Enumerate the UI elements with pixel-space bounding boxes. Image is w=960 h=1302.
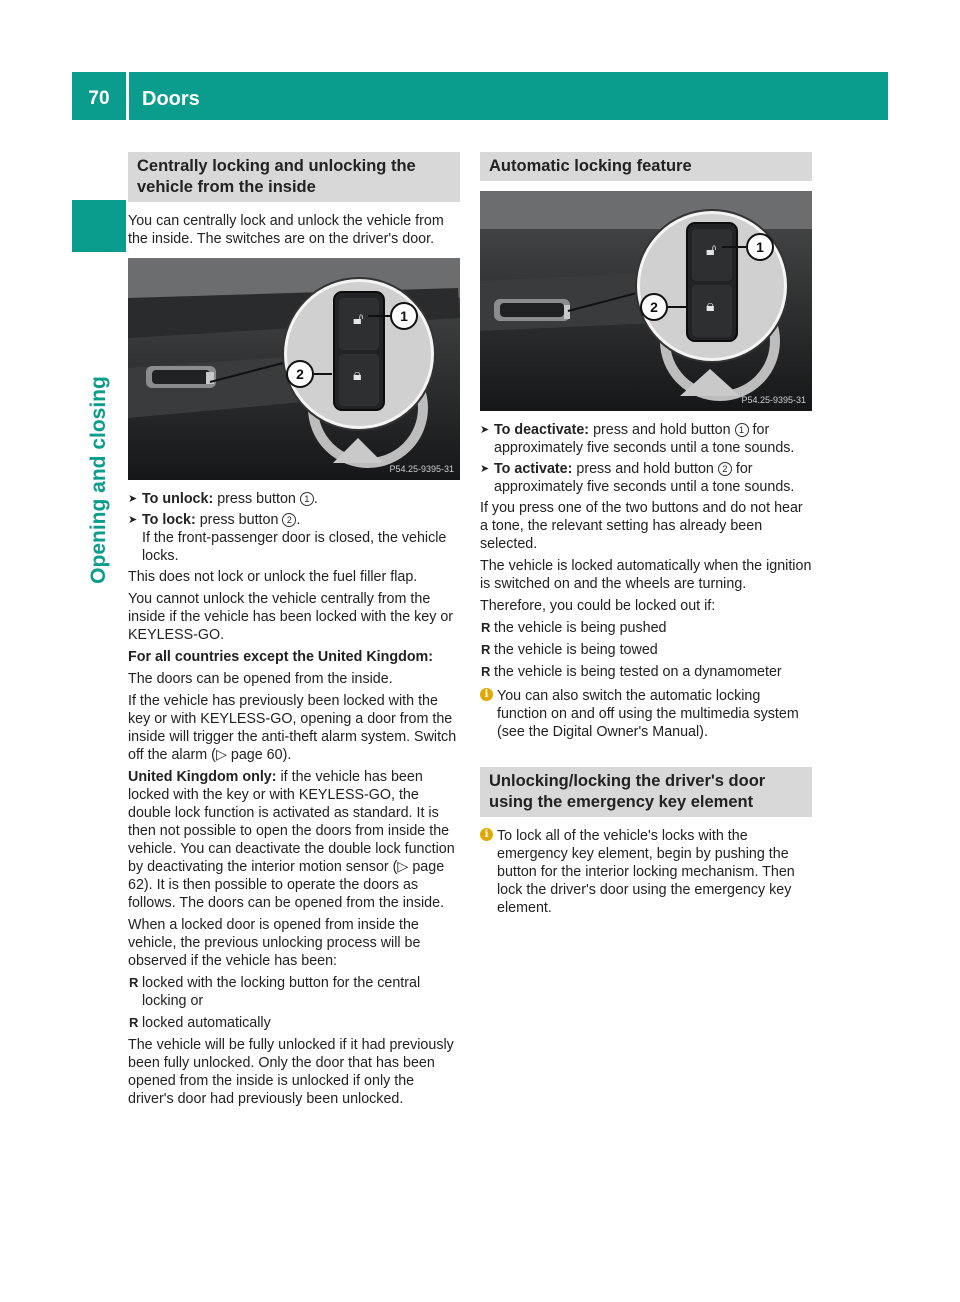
step-lock-label: To lock: (142, 512, 196, 528)
right-column (480, 152, 812, 921)
cannot-unlock-note: You cannot unlock the vehicle centrally from the inside if the vehicle has been locked with the key or KEYLESS-GO. (128, 591, 454, 643)
step-arrow-icon: ➤ (128, 493, 138, 505)
fully-unlocked-note: The vehicle will be fully unlocked if it had previously been fully unlocked. Only the door that has been opened from the inside is unlocked if only the driver's door had previously been unlocked. (128, 1037, 454, 1107)
svg-text:🔓︎: 🔓︎ (706, 240, 717, 259)
info-icon: i (480, 688, 493, 701)
button-number-icon: 2 (282, 513, 296, 527)
locked-door-note: When a locked door is opened from inside the vehicle, the previous unlocking process will be observed if the vehicle has been: (128, 917, 421, 969)
figure-code: P54.25-9395-31 (741, 395, 806, 405)
doors-opened-note: The doors can be opened from the inside. (128, 671, 393, 687)
step-deactivate (480, 421, 812, 457)
uk-note (128, 768, 460, 912)
callout-1-label: 1 (756, 239, 764, 255)
step-unlock-label: To unlock: (142, 491, 214, 507)
step-arrow-icon: ➤ (480, 424, 490, 436)
left-column (128, 152, 460, 1112)
fuel-flap-note: This does not lock or unlock the fuel filler flap. (128, 569, 418, 585)
section-heading-central-locking: Centrally locking and unlocking the vehicle from the inside (128, 152, 460, 202)
chapter-title: Doors (142, 88, 200, 110)
uk-label: United Kingdom only: (128, 769, 277, 785)
callout-2-label: 2 (296, 366, 304, 382)
bullet-icon: R (481, 620, 491, 635)
step-unlock: ➤ To unlock: press button 1 . (128, 491, 318, 507)
auto-lock-note: The vehicle is locked automatically when the ignition is switched on and the wheels are turning. (480, 558, 812, 592)
header-divider (126, 72, 129, 120)
info-icon: i (480, 828, 493, 841)
info-note: i To lock all of the vehicle's locks with the emergency key element, begin by pushing the button for the interior locking mechanism. Then lock the driver's door using the emergency key element. (480, 827, 812, 917)
callout-2-label: 2 (650, 299, 658, 315)
step-deactivate-text: press and hold button (593, 422, 731, 438)
button-number-icon: 2 (718, 462, 732, 476)
list-item: R the vehicle is being towed (481, 642, 658, 658)
callout-1-label: 1 (400, 308, 408, 324)
svg-text:🔒︎: 🔒︎ (353, 365, 362, 384)
auto-lock-figure (480, 191, 812, 411)
list-item: R the vehicle is being tested on a dynamometer (481, 664, 782, 680)
door-switch-illustration (128, 258, 460, 480)
side-tab-block (72, 200, 126, 252)
auto-lock-illustration (480, 191, 812, 411)
step-deactivate-tail: for approximately five seconds until a tone sounds. (494, 422, 795, 456)
intro-paragraph: You can centrally lock and unlock the vehicle from the inside. The switches are on the driver's door. (128, 213, 444, 247)
info-note: i You can also switch the automatic locking function on and off using the multimedia system (see the Digital Owner's Manual). (480, 687, 812, 741)
page-header (72, 72, 888, 120)
step-lock: ➤ To lock: press button 2 . If the front-passenger door is closed, the vehicle locks. (128, 512, 447, 564)
step-activate-text: press and hold button (576, 461, 714, 477)
step-lock-note: If the front-passenger door is closed, the vehicle locks. (142, 530, 447, 564)
svg-text:🔓︎: 🔓︎ (353, 309, 364, 328)
step-unlock-text: press button (217, 491, 296, 507)
svg-text:🔒︎: 🔒︎ (706, 296, 715, 315)
locked-out-note: Therefore, you could be locked out if: (480, 598, 716, 614)
step-arrow-icon: ➤ (128, 514, 138, 526)
door-switch-figure (128, 258, 460, 480)
section-heading-emergency-key: Unlocking/locking the driver's door using the emergency key element (480, 767, 812, 817)
bullet-icon: R (481, 642, 491, 657)
step-activate (480, 460, 812, 496)
bullet-icon: R (129, 1015, 139, 1030)
countries-heading: For all countries except the United Kingdom: (128, 649, 434, 665)
list-item: R locked with the locking button for the central locking or (129, 975, 421, 1009)
list-item: R locked automatically (129, 1015, 271, 1031)
alarm-note: If the vehicle has previously been locked with the key or with KEYLESS-GO, opening a door from the inside will trigger the anti-theft alarm system. Switch off the alarm (▷ page 60). (128, 693, 457, 763)
step-arrow-icon: ➤ (480, 463, 490, 475)
step-deactivate-label: To deactivate: (494, 422, 590, 438)
button-number-icon: 1 (300, 492, 314, 506)
no-tone-note: If you press one of the two buttons and do not hear a tone, the relevant setting has already been selected. (480, 500, 803, 552)
figure-code: P54.25-9395-31 (389, 464, 454, 474)
side-tab-label: Opening and closing (87, 376, 110, 584)
bullet-icon: R (129, 975, 139, 990)
uk-text: if the vehicle has been locked with the key or with KEYLESS-GO, the double lock function is activated as standard. It is then not possible to open the doors from inside the vehicle. You can deactivate the double lock function by deactivating the interior motion sensor (▷ page 62). It is then possible to operate the doors as follows. The doors can be opened from the inside. (128, 769, 455, 911)
button-number-icon: 1 (735, 423, 749, 437)
section-heading-automatic-locking: Automatic locking feature (480, 152, 812, 181)
step-lock-text: press button (199, 512, 279, 528)
step-activate-tail: for approximately five seconds until a tone sounds. (494, 461, 795, 495)
bullet-icon: R (481, 664, 491, 679)
step-activate-label: To activate: (494, 461, 573, 477)
page-number: 70 (88, 88, 110, 109)
list-item: R the vehicle is being pushed (481, 620, 667, 636)
